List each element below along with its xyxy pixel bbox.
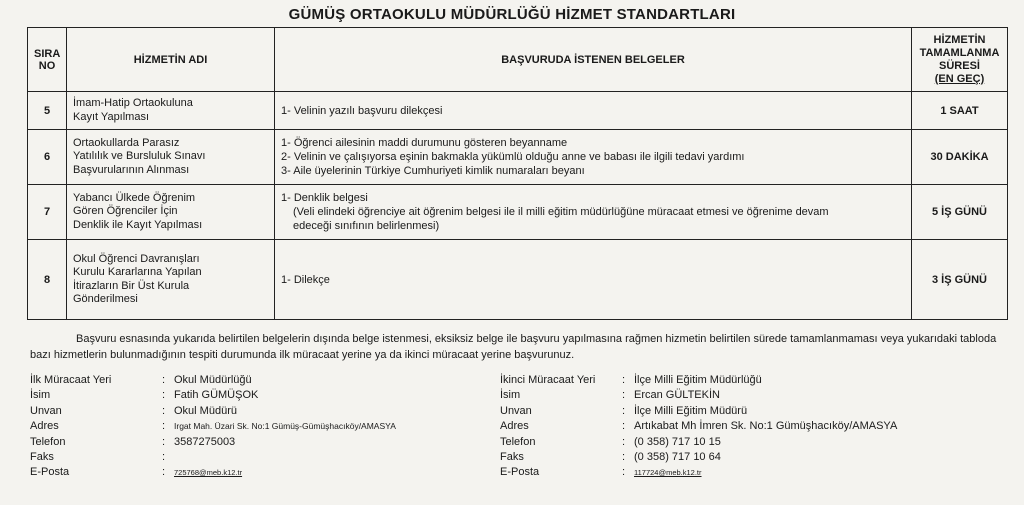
contact-value: 3587275003 — [174, 435, 236, 448]
service-name-line: Kayıt Yapılması — [73, 110, 150, 123]
row-number: 7 — [28, 185, 67, 240]
contact-label: Telefon — [30, 435, 66, 448]
separator: : — [162, 404, 166, 417]
service-name-line: Gönderilmesi — [73, 293, 138, 305]
separator: : — [162, 374, 166, 386]
contact-row — [30, 373, 396, 388]
completion-time: 3 İŞ GÜNÜ — [912, 240, 1008, 320]
document-item: 1- Öğrenci ailesinin maddi durumunu gösteren beyanname — [281, 137, 568, 149]
contact-row — [500, 450, 897, 465]
service-name — [67, 240, 275, 320]
contact-row — [30, 450, 396, 465]
service-name-line: Okul Öğrenci Davranışları — [73, 252, 200, 265]
separator: : — [622, 404, 626, 417]
email-link[interactable]: 725768@meb.k12.tr — [174, 468, 243, 478]
service-name-line: Başvurularının Alınması — [73, 163, 190, 176]
separator: : — [622, 420, 626, 433]
completion-time: 30 DAKİKA — [912, 130, 1008, 185]
required-documents — [275, 185, 912, 240]
service-name — [67, 130, 275, 185]
row-number: 6 — [28, 130, 67, 185]
separator: : — [162, 451, 166, 464]
contact-label: İsim — [500, 389, 521, 402]
contact-row — [500, 373, 897, 388]
contact-label: İkinci Müracaat Yeri — [500, 374, 596, 386]
required-documents — [275, 240, 912, 320]
email-link[interactable]: 117724@meb.k12.tr — [634, 468, 702, 478]
header-no: NO — [38, 59, 56, 72]
contact-row — [30, 419, 396, 434]
contact-row — [30, 435, 396, 450]
document-item: (Veli elindeki öğrenciye ait öğrenim belgesi ile il milli eğitim müdürlüğüne müracaat etmesi ve öğrenime devam — [293, 206, 829, 218]
table-row — [28, 130, 1008, 185]
document-item: 1- Dilekçe — [281, 273, 330, 286]
separator: : — [622, 435, 626, 448]
contact-row — [30, 404, 396, 419]
document-item: 3- Aile üyelerinin Türkiye Cumhuriyeti kimlik numaraları beyanı — [281, 165, 585, 177]
contact-label: Adres — [30, 420, 59, 433]
service-name-line: İmam-Hatip Ortaokuluna — [73, 97, 193, 109]
header-sira: SIRA — [34, 47, 61, 60]
application-note: Başvuru esnasında yukarıda belirtilen belgelerin dışında belge istenmesi, eksiksiz belge ile başvuru yapılmasına rağmen hizmetin belirtilen sürede tamamlanmaması veya yukarıdaki tabloda bazı hizmetlerin bulunmadığının tespiti durumunda ilk müracaat yerine ya da ikinci müracaat yerine başvurunuz. — [30, 333, 997, 361]
required-documents — [275, 130, 912, 185]
header-documents: BAŞVURUDA İSTENEN BELGELER — [275, 28, 912, 92]
contact-value: (0 358) 717 10 15 — [634, 435, 721, 448]
header-completion-time — [912, 28, 1008, 92]
service-name — [67, 92, 275, 130]
header-service-name: HİZMETİN ADI — [67, 28, 275, 92]
contact-value: Artıkabat Mh İmren Sk. No:1 Gümüşhacıköy/AMASYA — [634, 420, 898, 433]
document-item: 1- Velinin yazılı başvuru dilekçesi — [281, 104, 443, 117]
second-contact-block — [500, 373, 897, 481]
contact-label: İlk Müracaat Yeri — [30, 374, 112, 386]
contact-label: E-Posta — [30, 466, 70, 479]
contact-value: Ercan GÜLTEKİN — [634, 389, 720, 402]
contact-value: (0 358) 717 10 64 — [634, 451, 721, 464]
header-time-line1: HİZMETİN — [933, 33, 986, 46]
contact-label: Adres — [500, 420, 529, 433]
service-name-line: Yabancı Ülkede Öğrenim — [73, 191, 196, 204]
document-item: 1- Denklik belgesi — [281, 192, 368, 204]
separator: : — [162, 466, 166, 479]
separator: : — [622, 451, 626, 464]
table-row — [28, 185, 1008, 240]
separator: : — [162, 435, 166, 448]
contact-label: Faks — [30, 451, 54, 464]
separator: : — [622, 466, 626, 479]
service-name-line: Ortaokullarda Parasız — [73, 136, 180, 149]
service-standards-table — [27, 27, 1008, 320]
first-contact-block — [30, 373, 396, 481]
separator: : — [162, 389, 166, 402]
contact-row — [500, 404, 897, 419]
page-title: GÜMÜŞ ORTAOKULU MÜDÜRLÜĞÜ HİZMET STANDARTLARI — [288, 6, 736, 23]
document-item: edeceği sınıfının belirlenmesi) — [293, 220, 440, 232]
contact-label: Telefon — [500, 435, 536, 448]
service-name-line: İtirazların Bir Üst Kurula — [73, 279, 190, 292]
contact-row — [500, 388, 897, 403]
service-name — [67, 185, 275, 240]
required-documents — [275, 92, 912, 130]
contact-label: İsim — [30, 389, 51, 402]
contact-value: Fatih GÜMÜŞOK — [174, 389, 259, 402]
contact-row — [30, 465, 396, 480]
contact-label: Faks — [500, 451, 524, 464]
service-name-line: Yatılılık ve Bursluluk Sınavı — [73, 150, 206, 163]
separator: : — [162, 420, 166, 433]
contact-label: E-Posta — [500, 466, 540, 479]
service-name-line: Denklik ile Kayıt Yapılması — [73, 218, 203, 231]
table-row — [28, 240, 1008, 320]
completion-time: 5 İŞ GÜNÜ — [912, 185, 1008, 240]
contact-value: Okul Müdürlüğü — [174, 374, 252, 386]
document-item: 2- Velinin ve çalışıyorsa eşinin bakmakla yükümlü olduğu anne ve babası ile ilgili tedavi yardımı — [281, 151, 745, 163]
header-time-line2: TAMAMLANMA — [919, 46, 1000, 59]
service-name-line: Kurulu Kararlarına Yapılan — [73, 266, 202, 278]
separator: : — [622, 389, 626, 402]
row-number: 8 — [28, 240, 67, 320]
contact-value: Okul Müdürü — [174, 404, 237, 417]
contact-value: Irgat Mah. Üzari Sk. No:1 Gümüş-Gümüşhacıköy/AMASYA — [174, 421, 396, 432]
completion-time: 1 SAAT — [912, 92, 1008, 130]
contact-label: Unvan — [500, 404, 532, 417]
table-header-row — [28, 28, 1008, 92]
contact-row — [500, 435, 897, 450]
contact-row — [30, 388, 396, 403]
separator: : — [622, 374, 626, 386]
row-number: 5 — [28, 92, 67, 130]
contact-value: İlçe Milli Eğitim Müdürü — [634, 404, 748, 417]
contact-value: İlçe Milli Eğitim Müdürlüğü — [634, 374, 762, 386]
header-sira-no — [28, 28, 67, 92]
service-name-line: Gören Öğrenciler İçin — [73, 205, 178, 218]
contact-row — [500, 465, 897, 480]
table-row — [28, 92, 1008, 130]
header-time-line4: (EN GEÇ) — [934, 72, 985, 85]
contact-row — [500, 419, 897, 434]
header-time-line3: SÜRESİ — [939, 59, 980, 72]
contact-label: Unvan — [30, 404, 62, 417]
